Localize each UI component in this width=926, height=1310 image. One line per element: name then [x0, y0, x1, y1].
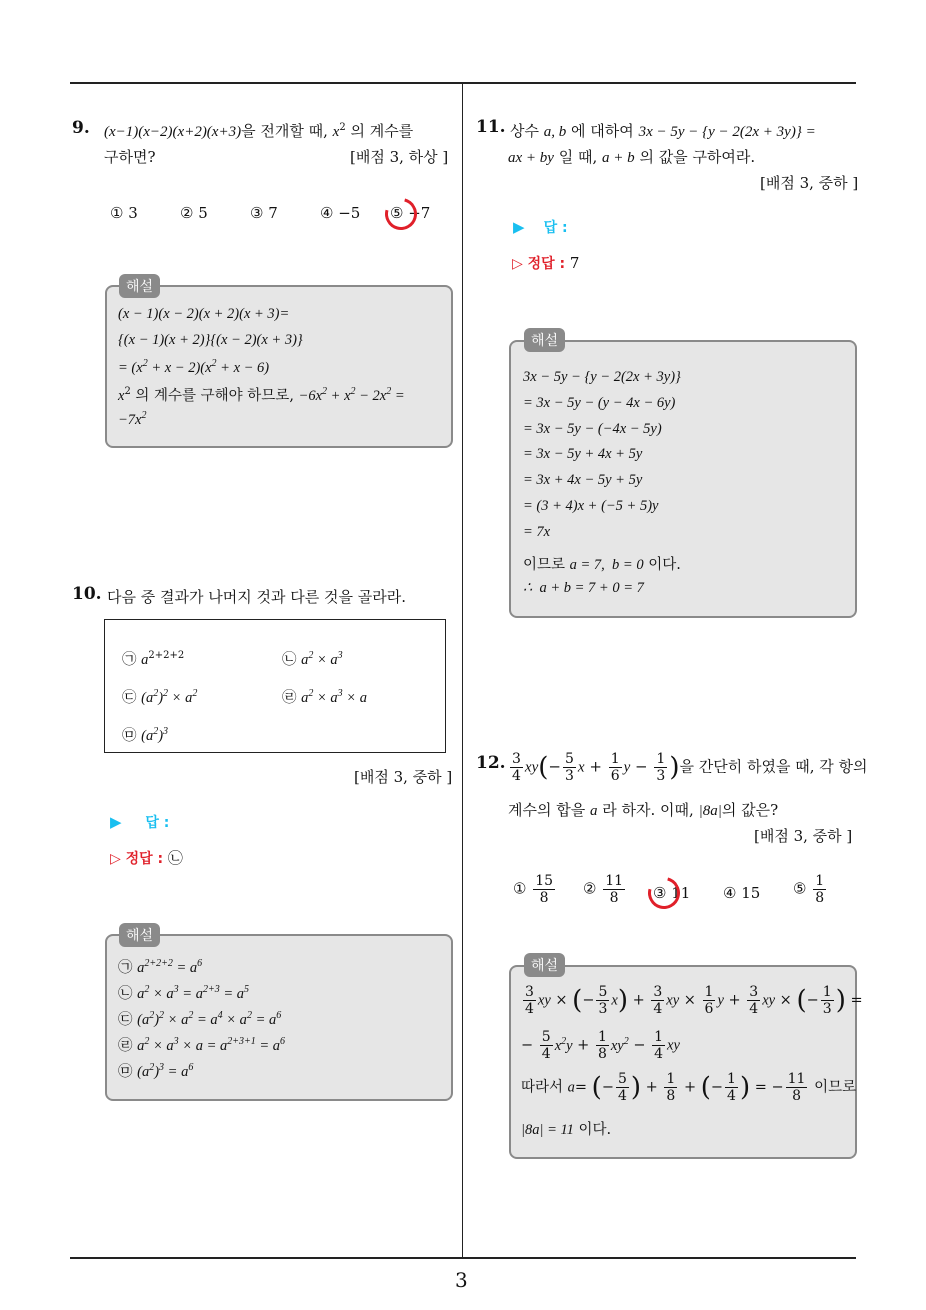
choice-2[interactable]: ② 5 — [180, 204, 208, 222]
choice-3[interactable]: ③ 7 — [250, 204, 278, 222]
explanation-line: = $(x^2 + x - 2)(x^2 + x - 6)$ — [118, 358, 270, 376]
score: [배점 3, 하상 ] — [350, 148, 449, 166]
play-arrow-icon: ▶ — [110, 813, 122, 831]
choice-1[interactable]: ① 3 — [110, 204, 138, 222]
correct-answer-row: ▷ 정답 : 7 — [512, 254, 580, 272]
explanation-line: = (3 + 4)x + (−5 + 5)y — [523, 498, 659, 514]
question-number: 9. — [72, 118, 90, 138]
question-text-line2: 구하면? — [104, 148, 156, 166]
explanation-line: 이므로 a = 7, b = 0 이다. — [523, 557, 681, 573]
score: [배점 3, 중하 ] — [760, 174, 859, 192]
choice-5[interactable]: ⑤ $\frac{1}{8}$ — [793, 873, 825, 906]
choice-2[interactable]: ② $\frac{11}{8}$ — [583, 873, 624, 906]
question-text: 다음 중 결과가 나머지 것과 다른 것을 골라라. — [107, 588, 406, 606]
explanation-line: 따라서 a= (− $\frac{5}{4}$ ) + $\frac{1}{8}$ + (− $\frac{1}{4}$ ) = − $\frac{11}{8}$ 이므로 — [521, 1071, 857, 1104]
answer-row[interactable]: ▶ 답 : — [513, 218, 568, 236]
option-e: ㉤ $(a^2)^3$ — [122, 726, 169, 744]
explanation-line: (x − 1)(x − 2)(x + 2)(x + 3)= — [118, 306, 290, 322]
explanation-line: = 3x − 5y − (y − 4x − 6y) — [523, 395, 676, 411]
explanation-line: $\frac{3}{4}$ xy × (− $\frac{5}{3}$ x) + $\frac{3}{4}$ xy × $\frac{1}{6}$ y + $\frac{3}{4}$ xy × (− $\frac{1}{3}$ ) = — [525, 984, 863, 1017]
explanation-line: ㉢ $(a^2)^2 \times a^2 = a^4 \times a^2 = a^6$ — [118, 1010, 282, 1028]
option-b: ㉡ $a^2 \times a^3$ — [282, 650, 343, 668]
question-text-line2: ax + by 일 때, a + b 의 값을 구하여라. — [508, 148, 756, 166]
explanation-line: = 3x + 4x − 5y + 5y — [523, 472, 643, 488]
explanation-line: {(x − 1)(x + 2)}{(x − 2)(x + 3)} — [118, 332, 303, 348]
explanation-line: $-7x^2$ — [118, 410, 147, 428]
explanation-line: 3x − 5y − {y − 2(2x + 3y)} — [523, 369, 681, 385]
explanation-line: = 3x − 5y − (−4x − 5y) — [523, 421, 662, 437]
choice-3[interactable]: ③ 11 — [653, 884, 691, 902]
explanation-line: = 7x — [523, 524, 551, 540]
question-number: 12. — [476, 753, 506, 773]
question-text-line2: 계수의 합을 a 라 하자. 이때, |8a|의 값은? — [508, 801, 779, 819]
score: [배점 3, 중하 ] — [354, 768, 453, 786]
bottom-rule — [70, 1257, 856, 1259]
explanation-line: ㉤ $(a^2)^3 = a^6$ — [118, 1062, 194, 1080]
correct-answer-row: ▷ 정답 : ㉡ — [110, 849, 183, 867]
choice-4[interactable]: ④ −5 — [320, 204, 361, 222]
question-text: (x−1)(x−2)(x+2)(x+3)을 전개할 때, $x^2$ 의 계수를 — [104, 122, 414, 140]
explanation-line: |8a| = 11 이다. — [521, 1122, 612, 1138]
question-number: 10. — [72, 584, 102, 604]
explanation-tag: 해설 — [119, 274, 160, 298]
explanation-line: − $\frac{5}{4}$ $x^2y$ + $\frac{1}{8}$ $xy^2$ − $\frac{1}{4}$ xy — [521, 1029, 680, 1062]
choice-4[interactable]: ④ 15 — [723, 884, 761, 902]
page-number: 3 — [455, 1268, 468, 1292]
explanation-line: ㉣ $a^2 \times a^3 \times a = a^{2+3+1} = a^6$ — [118, 1036, 286, 1054]
choice-5[interactable]: ⑤ −7 — [390, 204, 431, 222]
explanation-line: ㉡ $a^2 \times a^3 = a^{2+3} = a^5$ — [118, 984, 249, 1002]
explanation-tag: 해설 — [524, 328, 565, 352]
top-rule — [70, 82, 856, 84]
outline-arrow-icon: ▷ — [110, 851, 121, 867]
play-arrow-icon: ▶ — [513, 218, 525, 236]
question-text: 상수 a, b 에 대하여 3x − 5y − {y − 2(2x + 3y)} = — [510, 122, 816, 140]
option-a: ㉠ $a^{2+2+2}$ — [122, 650, 185, 668]
explanation-line: = 3x − 5y + 4x + 5y — [523, 446, 643, 462]
outline-arrow-icon: ▷ — [512, 256, 523, 272]
explanation-tag: 해설 — [119, 923, 160, 947]
explanation-line: ∴ a + b = 7 + 0 = 7 — [523, 580, 644, 596]
explanation-line: ㉠ $a^{2+2+2} = a^6$ — [118, 958, 203, 976]
score: [배점 3, 중하 ] — [754, 827, 853, 845]
explanation-tag: 해설 — [524, 953, 565, 977]
choice-1[interactable]: ① $\frac{15}{8}$ — [513, 873, 554, 906]
column-divider — [462, 84, 463, 1259]
question-text: $\frac{3}{4}$ xy(− $\frac{5}{3}$ x + $\frac{1}{6}$ y − $\frac{1}{3}$ )을 간단히 하였을 때, 각 항의 — [512, 751, 868, 784]
explanation-line: $x^2$ 의 계수를 구해야 하므로, $-6x^2 + x^2 - 2x^2$ = — [118, 386, 405, 404]
answer-circle-mark — [642, 871, 686, 915]
answer-circle-mark — [379, 192, 423, 236]
option-c: ㉢ $(a^2)^2 \times a^2$ — [122, 688, 198, 706]
option-d: ㉣ $a^2 \times a^3 \times a$ — [282, 688, 367, 706]
question-number: 11. — [476, 117, 506, 137]
answer-row[interactable]: ▶ 답 : — [110, 813, 170, 831]
